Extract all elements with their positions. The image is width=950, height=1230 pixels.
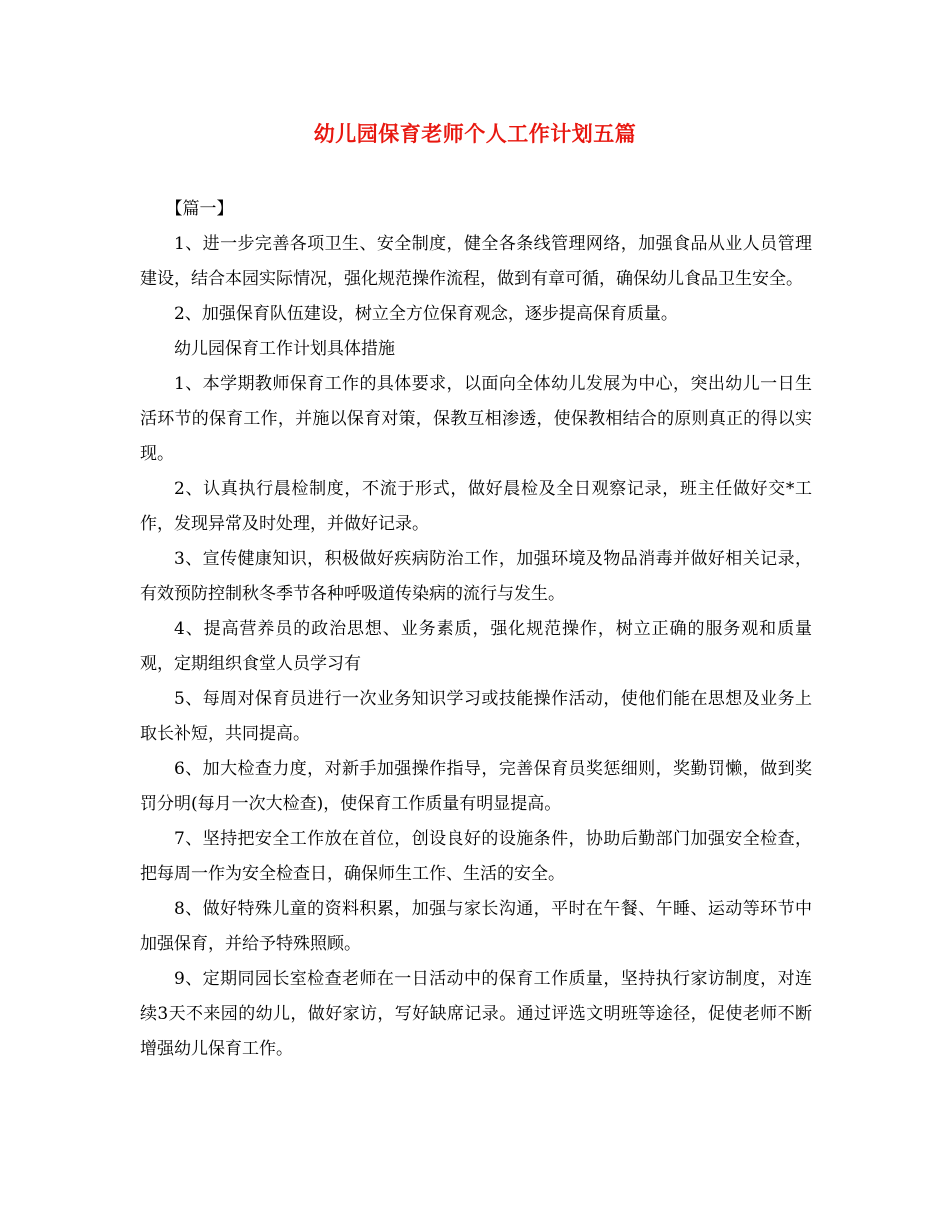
paragraph: 9、定期同园长室检查老师在一日活动中的保育工作质量，坚持执行家访制度，对连续3天不来园的幼儿，做好家访，写好缺席记录。通过评选文明班等途径，促使老师不断增强幼儿保育工作。 — [140, 969, 812, 1059]
paragraph: 5、每周对保育员进行一次业务知识学习或技能操作活动，使他们能在思想及业务上取长补短，共同提高。 — [140, 689, 812, 744]
section-label: 【篇一】 — [165, 199, 234, 219]
paragraph: 8、做好特殊儿童的资料积累，加强与家长沟通，平时在午餐、午睡、运动等环节中加强保育，并给予特殊照顾。 — [140, 899, 812, 954]
subheading: 幼儿园保育工作计划具体措施 — [174, 339, 395, 359]
paragraph: 1、进一步完善各项卫生、安全制度，健全各条线管理网络，加强食品从业人员管理建设，结合本园实际情况，强化规范操作流程，做到有章可循，确保幼儿食品卫生安全。 — [140, 234, 812, 289]
paragraph: 1、本学期教师保育工作的具体要求，以面向全体幼儿发展为中心，突出幼儿一日生活环节的保育工作，并施以保育对策，保教互相渗透，使保教相结合的原则真正的得以实现。 — [140, 374, 812, 464]
paragraph: 3、宣传健康知识，积极做好疾病防治工作，加强环境及物品消毒并做好相关记录，有效预防控制秋冬季节各种呼吸道传染病的流行与发生。 — [140, 549, 812, 604]
document-title: 幼儿园保育老师个人工作计划五篇 — [313, 121, 637, 146]
paragraph: 6、加大检查力度，对新手加强操作指导，完善保育员奖惩细则，奖勤罚懒，做到奖罚分明(每月一次大检查)，使保育工作质量有明显提高。 — [140, 759, 812, 814]
document-body — [140, 192, 812, 1067]
paragraph: 2、认真执行晨检制度，不流于形式，做好晨检及全日观察记录，班主任做好交*工作，发现异常及时处理，并做好记录。 — [140, 479, 812, 534]
paragraph: 4、提高营养员的政治思想、业务素质，强化规范操作，树立正确的服务观和质量观，定期组织食堂人员学习有 — [140, 619, 812, 674]
paragraph: 2、加强保育队伍建设，树立全方位保育观念，逐步提高保育质量。 — [174, 304, 678, 324]
paragraph: 7、坚持把安全工作放在首位，创设良好的设施条件，协助后勤部门加强安全检查，把每周一作为安全检查日，确保师生工作、生活的安全。 — [140, 829, 812, 884]
